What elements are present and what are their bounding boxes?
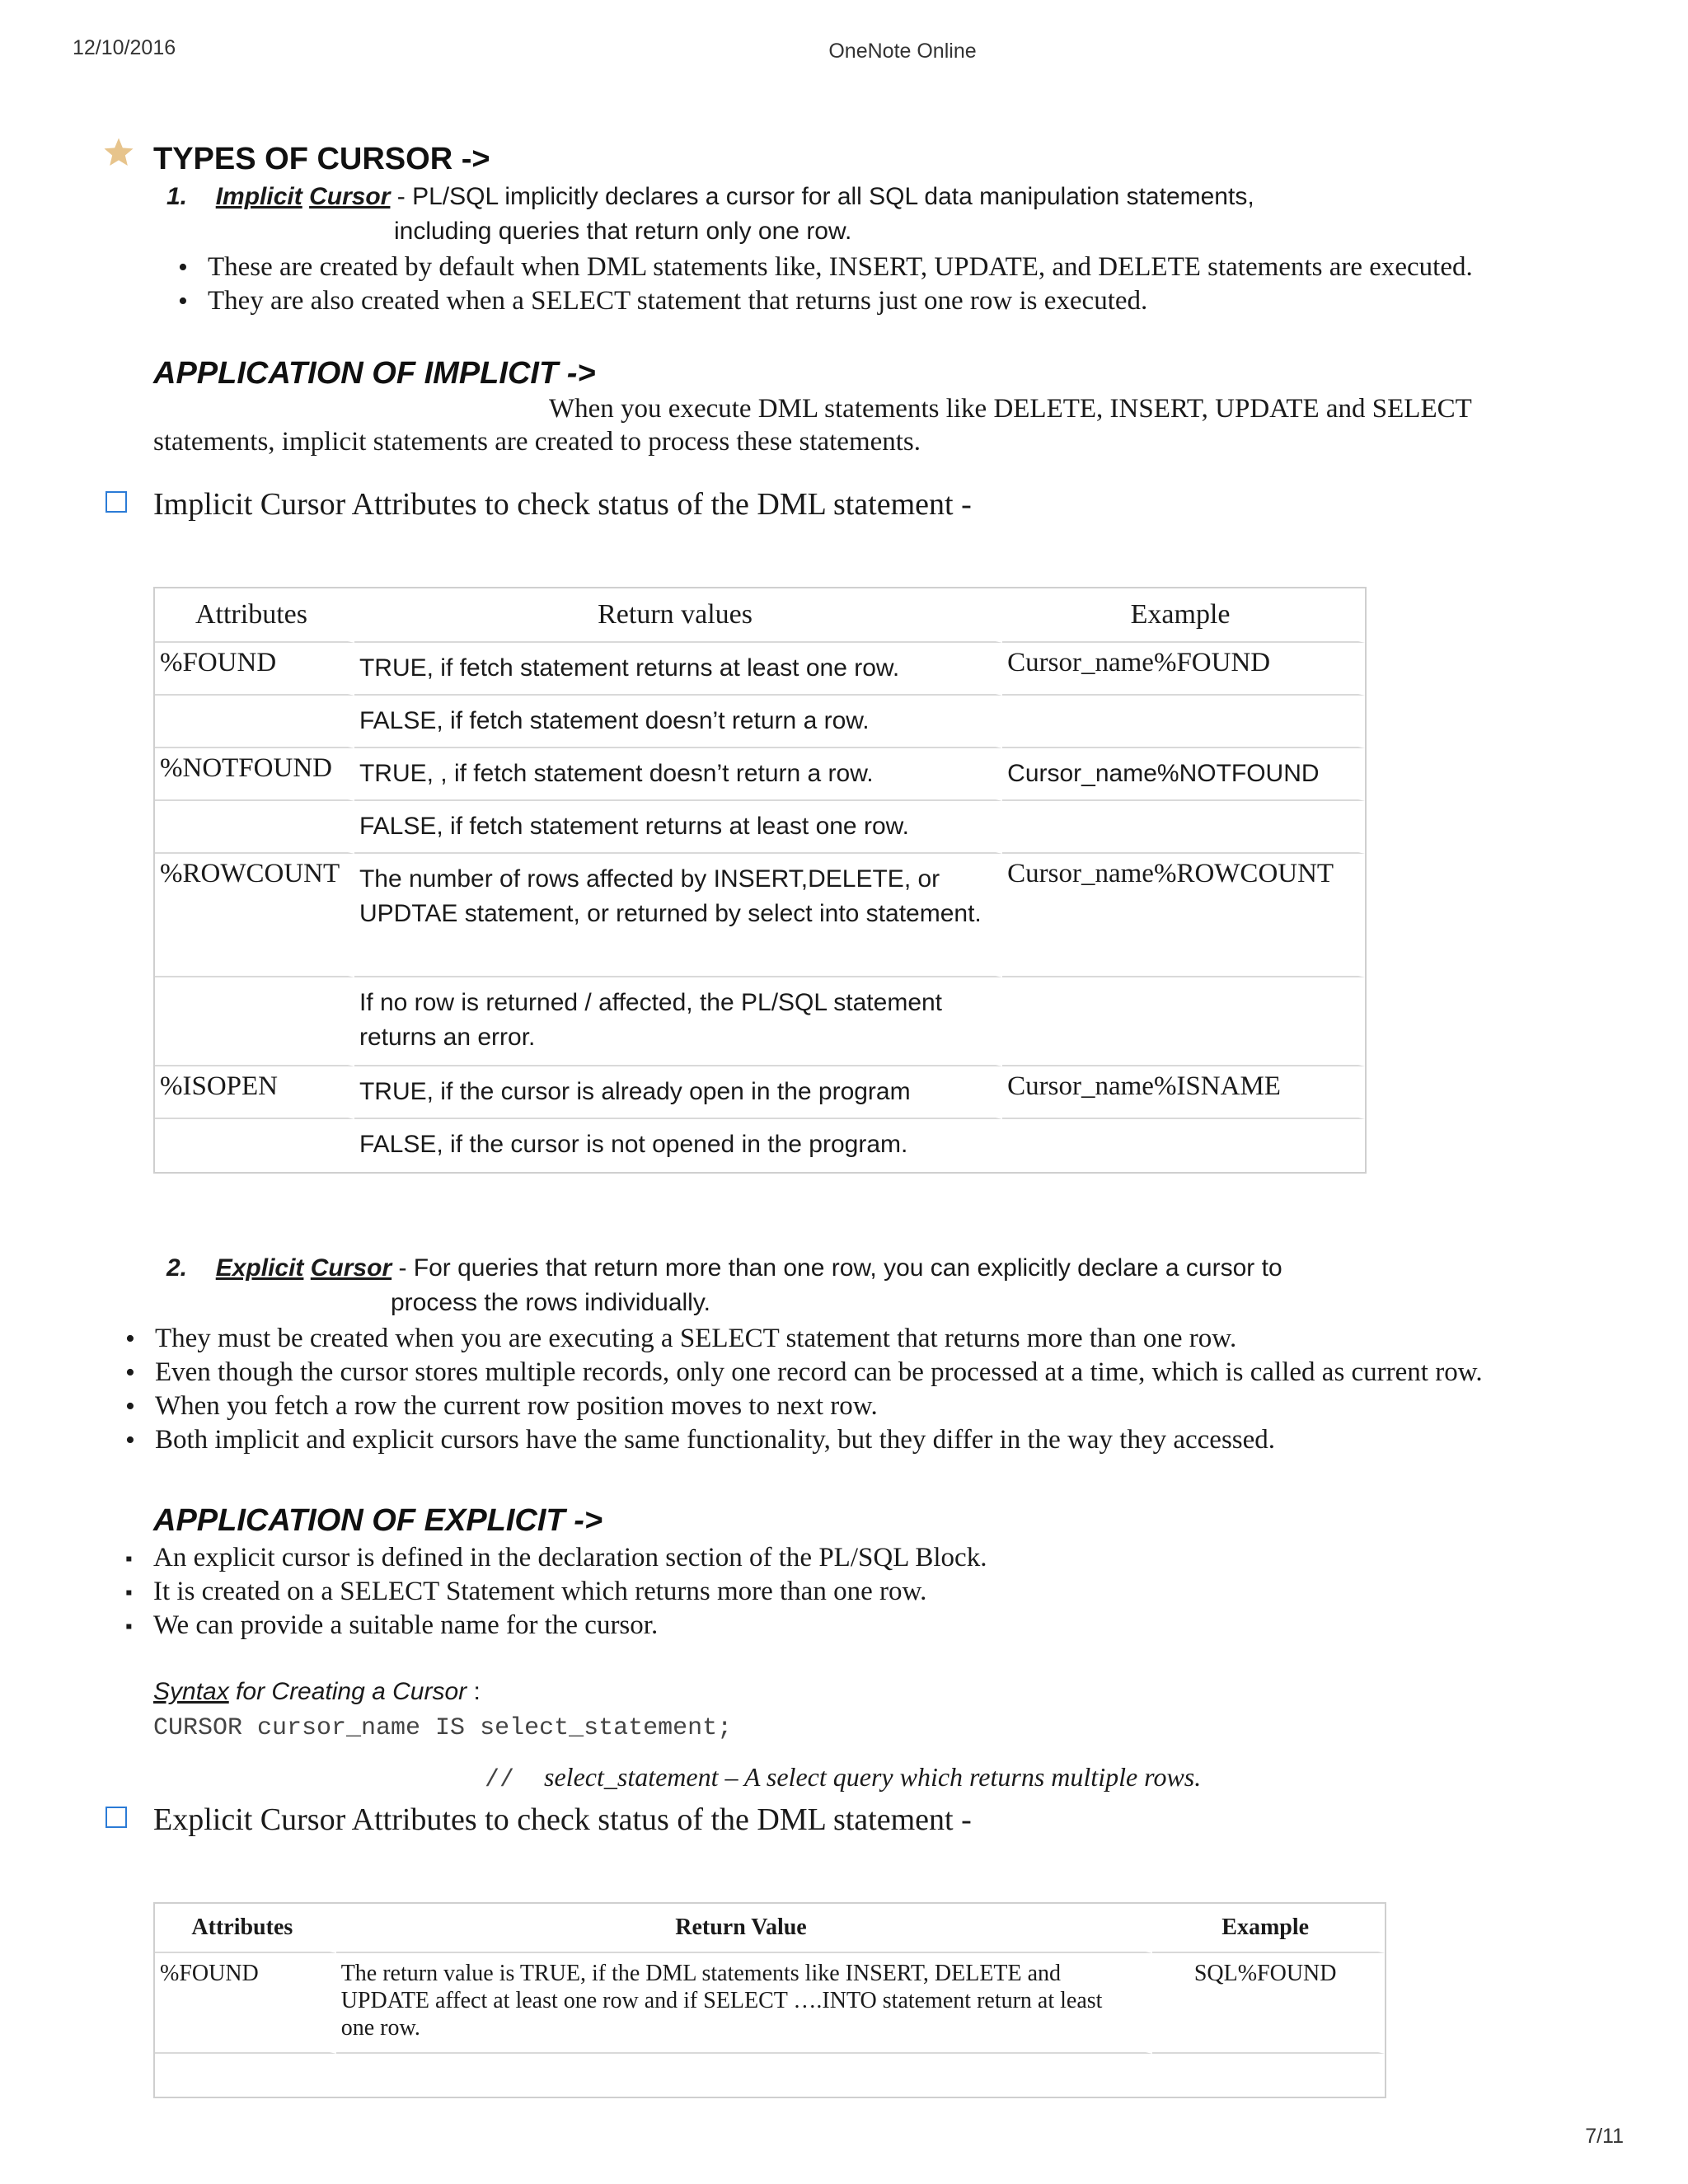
list-item: • These are created by default when DML statements like, INSERT, UPDATE, and DELETE statements are executed.: [208, 251, 1473, 284]
table-header: Return Value: [336, 1904, 1153, 1953]
table-cell: %NOTFOUND: [155, 748, 354, 801]
table-row: [155, 748, 1365, 801]
table-row: [155, 1953, 1385, 2054]
syntax-comment: [471, 1747, 1201, 1809]
explicit-attr-title: Explicit Cursor Attributes to check status of the DML statement -: [153, 1802, 972, 1837]
implicit-kw1: Implicit: [215, 183, 302, 210]
table-cell: Cursor_name%ROWCOUNT: [1002, 854, 1365, 977]
table-cell: The return value is TRUE, if the DML statements like INSERT, DELETE and UPDATE affect at least one row and if SELECT ….INTO statement return at least one row.: [336, 1953, 1153, 2054]
table-cell: [155, 977, 354, 1066]
table-header-row: [155, 588, 1365, 643]
syntax-text: for Creating a Cursor: [228, 1678, 467, 1705]
implicit-attr-title: Implicit Cursor Attributes to check status of the DML statement -: [153, 487, 972, 522]
table-cell: [1002, 1119, 1365, 1172]
app-implicit-line1: When you execute DML statements like DELETE, INSERT, UPDATE and SELECT: [549, 394, 1472, 424]
explicit-desc1: - For queries that return more than one row, you can explicitly declare a cursor to: [392, 1254, 1282, 1282]
implicit-num: 1.: [166, 183, 188, 210]
table-cell: %FOUND: [155, 643, 354, 696]
table-cell: [155, 1119, 354, 1172]
table-cell: Cursor_name%ISNAME: [1002, 1066, 1365, 1119]
implicit-bullets: [208, 251, 1473, 318]
app-explicit-heading: APPLICATION OF EXPLICIT ->: [153, 1503, 603, 1538]
syntax-colon: :: [467, 1678, 481, 1705]
implicit-item: [166, 183, 1254, 211]
table-cell: FALSE, if fetch statement returns at least one row.: [354, 801, 1002, 854]
table-header: Return values: [354, 588, 1002, 643]
table-row: [155, 1066, 1365, 1119]
table-cell: The number of rows affected by INSERT,DELETE, or UPDTAE statement, or returned by select into statement.: [354, 854, 1002, 977]
list-item: ▪ It is created on a SELECT Statement which returns more than one row.: [153, 1575, 987, 1609]
list-item: • Even though the cursor stores multiple records, only one record can be processed at a time, which is called as current row.: [155, 1356, 1483, 1390]
implicit-kw2: Cursor: [309, 183, 391, 210]
implicit-desc1: - PL/SQL implicitly declares a cursor for all SQL data manipulation statements,: [390, 183, 1254, 210]
list-item: ▪ An explicit cursor is defined in the declaration section of the PL/SQL Block.: [153, 1541, 987, 1575]
table-cell: Cursor_name%FOUND: [1002, 643, 1365, 696]
table-cell: %ROWCOUNT: [155, 854, 354, 977]
syntax-kw: Syntax: [153, 1678, 229, 1705]
table-cell: FALSE, if fetch statement doesn’t return a row.: [354, 696, 1002, 748]
table-header: Attributes: [155, 1904, 336, 1953]
app-implicit-heading: APPLICATION OF IMPLICIT ->: [153, 356, 596, 391]
list-item: • They are also created when a SELECT statement that returns just one row is executed.: [208, 284, 1473, 318]
implicit-attributes-table: [153, 587, 1367, 1174]
table-cell: [1002, 696, 1365, 748]
page-number: 7/11: [1585, 2125, 1624, 2148]
list-item: • When you fetch a row the current row position moves to next row.: [155, 1390, 1483, 1423]
print-date: 12/10/2016: [73, 36, 176, 59]
table-cell: [1002, 801, 1365, 854]
table-row: [155, 696, 1365, 748]
table-cell: [155, 696, 354, 748]
table-cell: [155, 801, 354, 854]
table-row: [155, 643, 1365, 696]
list-item: ▪ We can provide a suitable name for the cursor.: [153, 1609, 987, 1643]
table-header: Example: [1152, 1904, 1385, 1953]
table-row: [155, 801, 1365, 854]
list-item: • Both implicit and explicit cursors have the same functionality, but they differ in the way they accessed.: [155, 1423, 1483, 1457]
explicit-kw2: Cursor: [310, 1254, 392, 1282]
explicit-desc2: process the rows individually.: [391, 1289, 710, 1316]
table-row: [155, 1119, 1365, 1172]
implicit-attr-checkbox[interactable]: [106, 491, 127, 513]
table-cell: %FOUND: [155, 1953, 336, 2054]
explicit-kw1: Explicit: [215, 1254, 304, 1282]
table-cell: Cursor_name%NOTFOUND: [1002, 748, 1365, 801]
table-cell: TRUE, , if fetch statement doesn’t return a row.: [354, 748, 1002, 801]
table-row: [155, 854, 1365, 977]
explicit-attr-checkbox[interactable]: [106, 1807, 127, 1828]
table-header: Attributes: [155, 588, 354, 643]
implicit-desc2: including queries that return only one row.: [394, 218, 852, 245]
comment-slashes: //: [485, 1766, 545, 1794]
print-title: OneNote Online: [828, 40, 977, 63]
table-header-row: [155, 1904, 1385, 1953]
syntax-label: [153, 1678, 481, 1706]
table-cell: TRUE, if fetch statement returns at least one row.: [354, 643, 1002, 696]
table-row: [155, 977, 1365, 1066]
app-implicit-line2: statements, implicit statements are created to process these statements.: [153, 427, 921, 457]
table-cell: [336, 2054, 1153, 2097]
explicit-item: [166, 1254, 1282, 1282]
explicit-num: 2.: [166, 1254, 188, 1282]
app-explicit-bullets: [153, 1541, 987, 1643]
types-heading: TYPES OF CURSOR ->: [153, 142, 490, 176]
list-item: • They must be created when you are executing a SELECT statement that returns more than one row.: [155, 1322, 1483, 1356]
explicit-bullets: [155, 1322, 1483, 1457]
syntax-code: CURSOR cursor_name IS select_statement;: [153, 1714, 733, 1742]
table-cell: [1002, 977, 1365, 1066]
star-icon: [102, 136, 135, 169]
table-cell: If no row is returned / affected, the PL/SQL statement returns an error.: [354, 977, 1002, 1066]
table-row: [155, 2054, 1385, 2097]
table-cell: [1152, 2054, 1385, 2097]
table-cell: TRUE, if the cursor is already open in the program: [354, 1066, 1002, 1119]
table-cell: [155, 2054, 336, 2097]
explicit-attributes-table: [153, 1902, 1386, 2098]
table-cell: SQL%FOUND: [1152, 1953, 1385, 2054]
table-cell: FALSE, if the cursor is not opened in the program.: [354, 1119, 1002, 1172]
table-cell: %ISOPEN: [155, 1066, 354, 1119]
comment-text: select_statement – A select query which returns multiple rows.: [544, 1762, 1202, 1792]
table-header: Example: [1002, 588, 1365, 643]
